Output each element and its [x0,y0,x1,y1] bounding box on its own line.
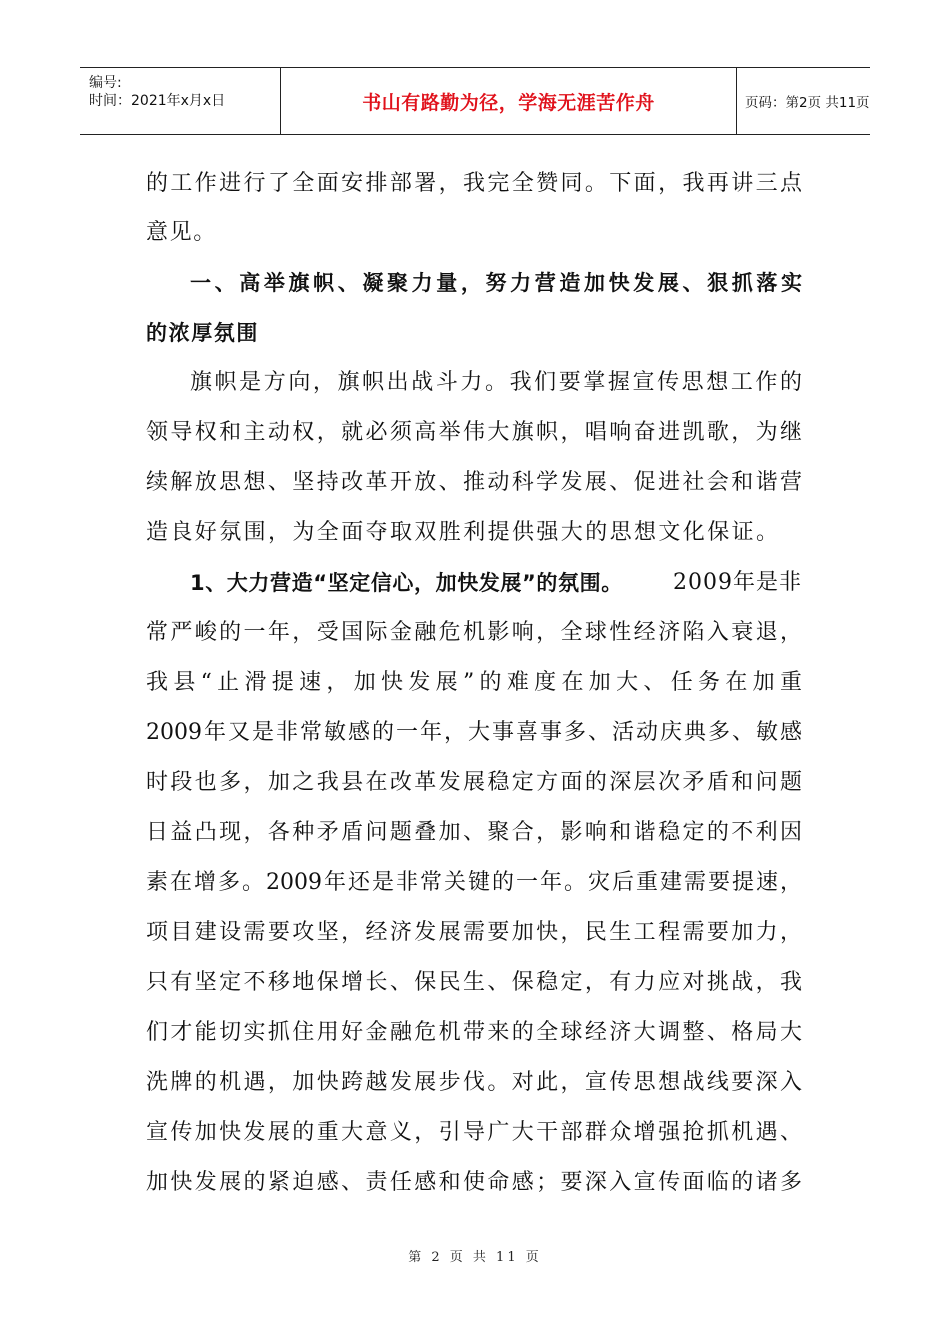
body-line: 素在增多。2009年还是非常关键的一年。灾后重建需要提速， [146,870,802,895]
body-line: 造良好氛围，为全面夺取双胜利提供强大的思想文化保证。 [146,520,781,545]
body-line: 项目建设需要攻坚，经济发展需要加快，民生工程需要加力， [146,920,802,945]
body-line: 的工作进行了全面安排部署，我完全赞同。下面，我再讲三点 [146,171,802,196]
body-line: 续解放思想、坚持改革开放、推动科学发展、促进社会和谐营 [146,470,802,495]
header-motto: 书山有路勤为径，学海无涯苦作舟 [281,68,737,134]
body-line: 常严峻的一年，受国际金融危机影响，全球性经济陷入衰退， [146,620,802,645]
body-line: 2009年又是非常敏感的一年，大事喜事多、活动庆典多、敏感 [146,720,802,745]
section-heading: 一、高举旗帜、凝聚力量，努力营造加快发展、狠抓落实 [190,271,802,295]
document-date-label: 时间：2021年x月x日 [89,93,226,109]
body-line: 加快发展的紧迫感、责任感和使命感；要深入宣传面临的诸多 [146,1170,802,1195]
body-line: 意见。 [146,220,217,245]
body-line: 领导权和主动权，就必须高举伟大旗帜，唱响奋进凯歌，为继 [146,420,802,445]
subsection-heading: 1、大力营造“坚定信心，加快发展”的氛围。 [190,571,623,595]
body-line: 我县“止滑提速，加快发展”的难度在加大、任务在加重 [146,670,802,695]
body-line: 洗牌的机遇，加快跨越发展步伐。对此，宣传思想战线要深入 [146,1070,802,1095]
header-meta [80,68,281,134]
header-page-info: 页码：第2页 共11页 [745,95,870,111]
page-footer: 第 2 页 共 11 页 [408,1250,542,1265]
body-line: 旗帜是方向，旗帜出战斗力。我们要掌握宣传思想工作的 [190,370,802,395]
body-line: 2009年是非 [673,570,802,595]
document-number-label: 编号: [89,75,122,91]
section-heading: 的浓厚氛围 [146,321,259,345]
body-line: 们才能切实抓住用好金融危机带来的全球经济大调整、格局大 [146,1020,802,1045]
body-line: 时段也多，加之我县在改革发展稳定方面的深层次矛盾和问题 [146,770,802,795]
page-header [80,67,870,135]
body-line: 日益凸现，各种矛盾问题叠加、聚合，影响和谐稳定的不利因 [146,820,802,845]
body-line: 宣传加快发展的重大意义，引导广大干部群众增强抢抓机遇、 [146,1120,802,1145]
body-line: 只有坚定不移地保增长、保民生、保稳定，有力应对挑战，我 [146,970,802,995]
